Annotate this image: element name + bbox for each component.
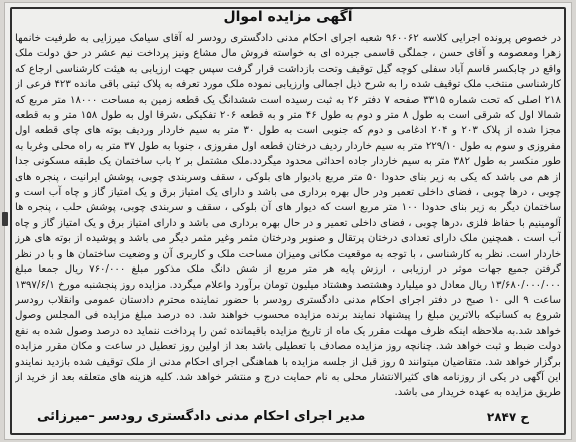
notice-reference-number: ح ۲۸۴۷ bbox=[486, 409, 529, 424]
notice-footer bbox=[15, 409, 561, 424]
clipping-edge-mark bbox=[2, 212, 8, 226]
notice-title: آگهی مزایده اموال bbox=[223, 9, 353, 25]
newspaper-clipping bbox=[4, 2, 572, 440]
notice-body-text: در خصوص پرونده اجرایی کلاسه ۹۶۰۰۶۲ شعبه اجرای احکام مدنی دادگستری رودسر له آقای سیامک میرزایی به طرفیت خانمها زهرا ومعصومه و آقای حسن ، جملگی قاسمی جیرده ای به خواسته فروش مال مشاع ونیز پرداخت نیم عشر در حق دولت ملک واقع در چابکسر قاسم آباد سفلی کوچه گیل توقیف وتحت بازداشت قرار گرفت سپس جهت ارزیابی به هیئت کارشناسی ارجاع که کارشناسی منتخب ملک توقیف شده را به شرح ذیل اجمالی وارزیابی نموده ملک مورد تعرفه به پلاک ثبتی باقی مانده ۴۲۳ فرعی از ۲۱۸ اصلی که تحت شماره ۳۳۱۵ صفحه ۷ دفتر ۲۶ به ثبت رسیده است ششدانگ یک قطعه زمین به مساحت ۱۸۰۰۰ متر مربع که شمالا اول که شرقی است به طول ۸ متر و دوم به طول ۴۶ متر و به قطعه ۲۰۶ تفکیکی ،شرقا اول به طول ۱۵۸ متر و به قطعه مجزا شده از پلاک ۲۰۳ و ۲۰۴ ادغامی و دوم که جنوبی است به طول ۳۰ متر به سیم خاردار وردیف بوته های چای قطعه اول مفروزی و سوم به طول ۲۲۹/۱۰ متر به سیم خاردار ردیف درختان قطعه اول مفروزی ، جنوبا به طول ۳۷ متر به راه محلی وغربا به طور منکسر به طول ۳۸۲ متر به سیم خاردار جاده احداثی محدود میگردد.ملک مشتمل بر ۲ باب ساختمان یک طبقه مسکونی جدا از هم می باشد که یکی به زیر بنای حدودا ۵۰ متر مربع بادیوار های بلوکی ، سقف وسربندی چوبی، پوشش ایرانیت ، پنجره های چوبی ، درها چوبی ، فضای داخلی تعمیر ودر حال بهره برداری می باشد و دارای یک امتیاز برق و یک امتیاز گاز و چاه آب است و ساختمان دیگر به زیر بنای حدودا ۱۰۰ متر مربع است که دیوار های آن بلوکی ، سقف و سربندی چوبی، پوشش حلب ، پنجره ها آلومینیم با حفاظ فلزی ،درها چوبی ، فضای داخلی تعمیر و در حال بهره برداری می باشد و دارای امتیاز برق و یک امتیاز گاز و چاه آب است . همچنین ملک دارای تعدادی درختان پرتقال و صنوبر ودرختان مثمر وغیر مثمر دیگر می باشد و پوشیده از بوته های هرز خاردار است. نظر به کارشناسی ، با توجه به موقعیت مکانی ومیزان مساحت ملک و کاربری آن و وضعیت ساختمان ها و با در نظر گرفتن جمیع جهات موثر در ارزیابی ، ارزش پایه هر متر مربع از شش دانگ ملک مذکور مبلغ ۷۶۰/۰۰۰ ریال جمعا مبلغ ۱۳/۶۸۰/۰۰۰/۰۰۰ ریال معادل دو میلیارد وهشتصد وهشتاد میلیون تومان برآورد واعلام میگردد. مزایده روز پنجشنبه مورخ ۱۳۹۷/۶/۱ ساعت ۹ الی ۱۰ صبح در دفتر اجرای احکام مدنی دادگستری رودسر با حضور نماینده محترم دادستان عمومی وانقلاب رودسر شروع به کسانیکه بالاترین مبلغ را پیشنهاد نمایند برنده مزایده محسوب خواهند شد. ده درصد مبلغ مزایده فی المجلس وصول خواهد شد.به ملاحظه اینکه ظرف مهلت مقرر یک ماه از تاریخ مزایده باقیمانده ثمن را پرداخت ننماید ده درصد وصول شده به نفع دولت ضبط و ثبت خواهد شد. چنانچه روز مزایده مصادف با تعطیلی باشد بعد از اولین روز تعطیل در ساعت و مکان مقرر مزایده برگزار خواهد شد. متقاضیان میتوانند ۵ روز قبل از جلسه مزایده با هماهنگی اجرای احکام مدنی از ملک توقیف شده بازدید نمایندو این آگهی در یکی از روزنامه های کثیرالانتشار محلی به نام حمایت درج و منتشر خواهد شد. کلیه هزینه های متعلقه بعد از خرید از طریق مزایده به عهده خریدار می باشد. bbox=[15, 33, 561, 399]
notice-signature: مدیر اجرای احکام مدنی دادگستری رودسر –میرزائی bbox=[37, 409, 366, 424]
